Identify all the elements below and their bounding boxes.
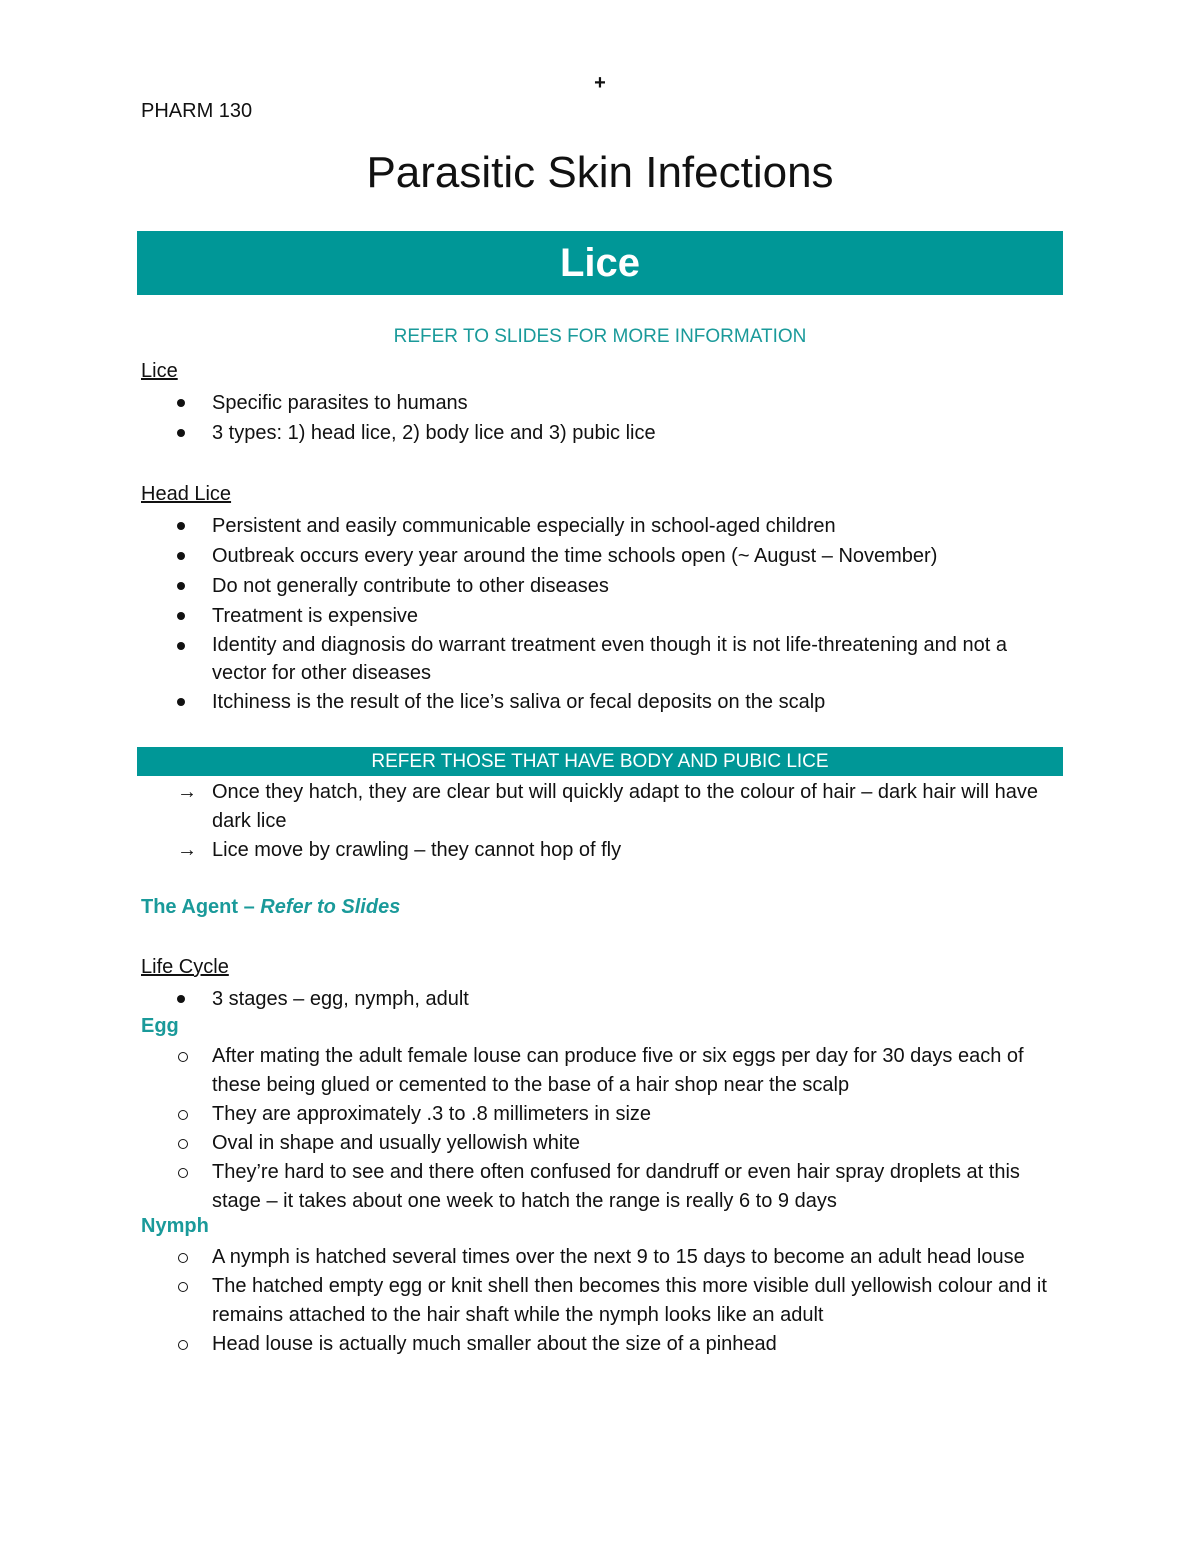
header-plus-mark: + (594, 72, 606, 94)
list-item: They are approximately .3 to .8 millimeters in size (141, 1100, 1061, 1129)
lice-list (141, 388, 1061, 448)
list-item: Outbreak occurs every year around the time schools open (~ August – November) (141, 541, 1061, 571)
list-item: Specific parasites to humans (141, 388, 1061, 418)
egg-heading: Egg (141, 1015, 179, 1037)
refer-body-pubic-lice-bar: REFER THOSE THAT HAVE BODY AND PUBIC LICE (137, 747, 1063, 776)
life-cycle-heading: Life Cycle (141, 956, 229, 978)
list-item: Oval in shape and usually yellowish white (141, 1129, 1061, 1158)
list-item: 3 stages – egg, nymph, adult (141, 984, 1061, 1014)
head-lice-list (141, 511, 1061, 717)
egg-list (141, 1042, 1061, 1216)
lice-facts-list (141, 778, 1061, 865)
list-item: Identity and diagnosis do warrant treatment even though it is not life-threatening and not a vector for other diseases (141, 631, 1061, 687)
head-lice-heading: Head Lice (141, 483, 232, 505)
agent-label: The Agent – (141, 896, 261, 918)
list-item: They’re hard to see and there often confused for dandruff or even hair spray droplets at this stage – it takes about one week to hatch the range is really 6 to 9 days (141, 1158, 1061, 1216)
list-item: 3 types: 1) head lice, 2) body lice and 3) pubic lice (141, 418, 1061, 448)
list-item: After mating the adult female louse can produce five or six eggs per day for 30 days each of these being glued or cemented to the base of a hair shop near the scalp (141, 1042, 1061, 1100)
list-item: The hatched empty egg or knit shell then becomes this more visible dull yellowish colour and it remains attached to the hair shaft while the nymph looks like an adult (141, 1272, 1061, 1330)
nymph-list (141, 1243, 1061, 1359)
course-code: PHARM 130 (141, 100, 253, 122)
list-item: Itchiness is the result of the lice’s saliva or fecal deposits on the scalp (141, 687, 1061, 717)
list-item: A nymph is hatched several times over the next 9 to 15 days to become an adult head louse (141, 1243, 1061, 1272)
list-item: Head louse is actually much smaller about the size of a pinhead (141, 1330, 1061, 1359)
refer-slides-note: REFER TO SLIDES FOR MORE INFORMATION (393, 326, 807, 347)
agent-refer-text: Refer to Slides (260, 896, 401, 918)
agent-heading (141, 896, 400, 919)
list-item: Do not generally contribute to other diseases (141, 571, 1061, 601)
life-cycle-list (141, 984, 1061, 1014)
list-item: Treatment is expensive (141, 601, 1061, 631)
list-item: Persistent and easily communicable especially in school-aged children (141, 511, 1061, 541)
nymph-heading: Nymph (141, 1215, 209, 1237)
list-item: → Once they hatch, they are clear but will quickly adapt to the colour of hair – dark hair will have dark lice (141, 778, 1061, 836)
list-item: → Lice move by crawling – they cannot hop of fly (141, 836, 1061, 865)
lice-heading: Lice (141, 360, 178, 382)
section-banner-lice: Lice (137, 231, 1063, 295)
document-title: Parasitic Skin Infections (366, 148, 834, 197)
